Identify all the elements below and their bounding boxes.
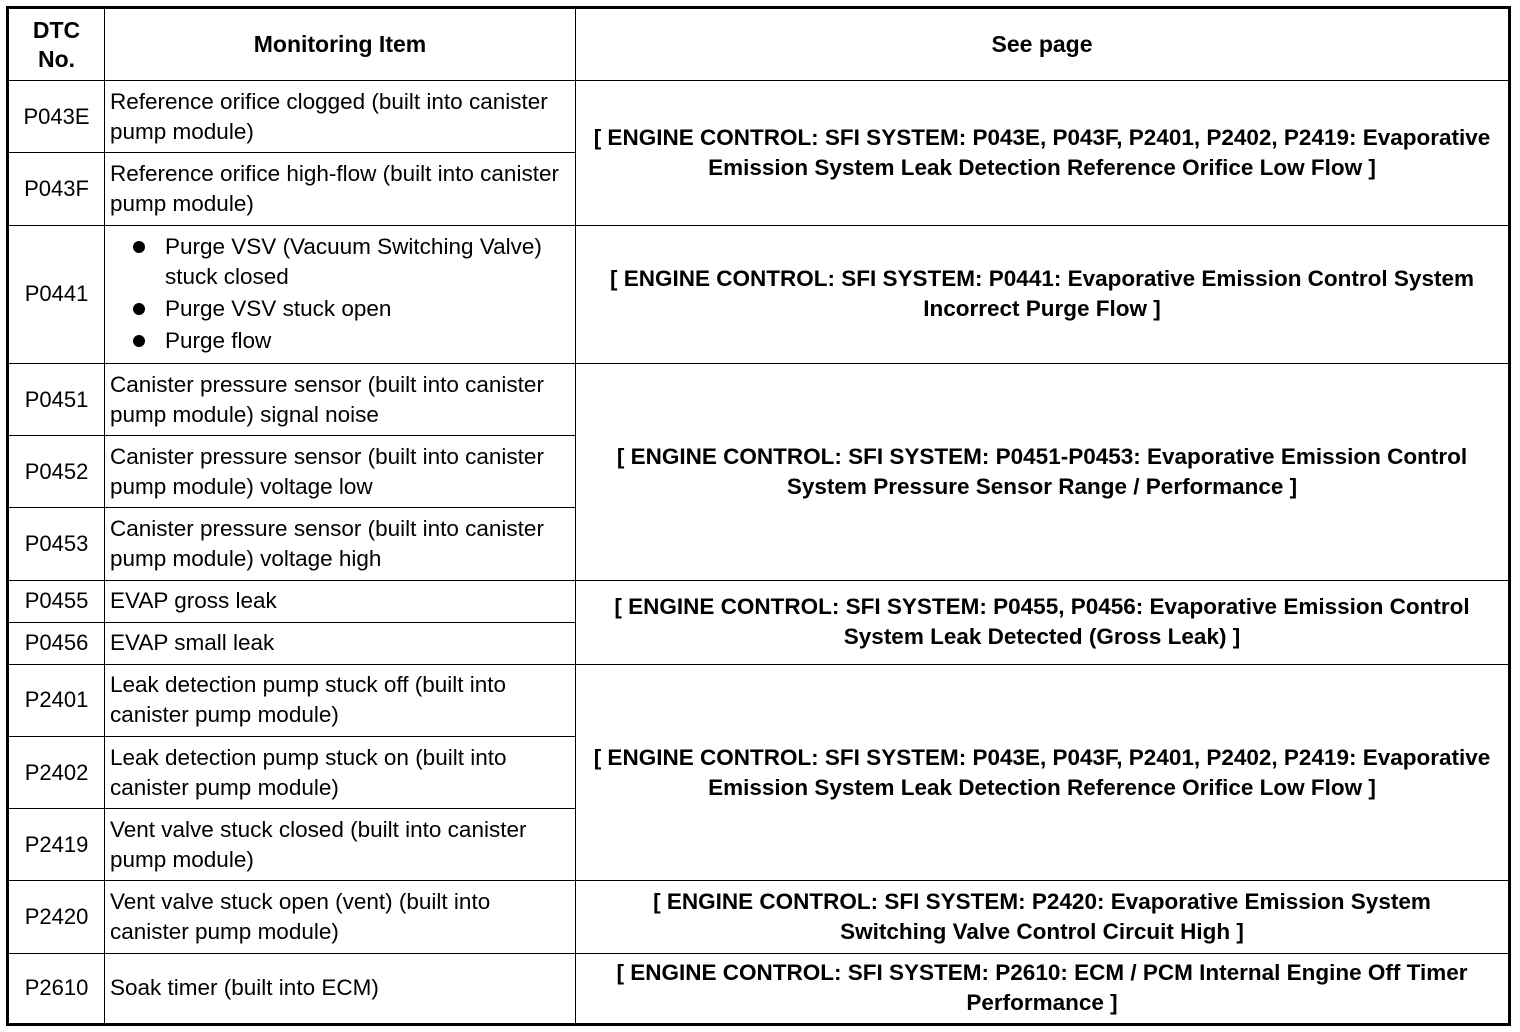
list-item [128,294,571,324]
monitoring-item: Leak detection pump stuck off (built into canister pump module) [105,664,576,736]
list-item-text: Purge VSV stuck open [165,296,392,322]
header-dtc-no: DTC No. [8,8,105,81]
dtc-table [6,6,1511,1026]
header-row [8,8,1510,81]
see-page-link: [ ENGINE CONTROL: SFI SYSTEM: P0455, P0456: Evaporative Emission Control System Leak Detected (Gross Leak) ] [576,580,1510,664]
dtc-code: P2402 [8,737,105,809]
monitoring-item: EVAP small leak [105,622,576,664]
monitoring-item: Canister pressure sensor (built into canister pump module) signal noise [105,364,576,436]
list-item [128,326,571,356]
table-row [8,664,1510,736]
dtc-code: P2420 [8,881,105,953]
dtc-code: P0456 [8,622,105,664]
see-page-link: [ ENGINE CONTROL: SFI SYSTEM: P2420: Evaporative Emission System Switching Valve Control Circuit High ] [576,881,1510,953]
see-page-link: [ ENGINE CONTROL: SFI SYSTEM: P0451-P0453: Evaporative Emission Control System Pressure Sensor Range / Performance ] [576,364,1510,581]
monitoring-item: EVAP gross leak [105,580,576,622]
monitoring-item: Soak timer (built into ECM) [105,953,576,1024]
dtc-code: P043E [8,81,105,153]
table-row [8,881,1510,953]
dtc-code: P0453 [8,508,105,580]
list-item [128,232,571,292]
bullet-icon [133,303,145,315]
header-monitoring-item: Monitoring Item [105,8,576,81]
header-see-page: See page [576,8,1510,81]
see-page-link: [ ENGINE CONTROL: SFI SYSTEM: P043E, P043F, P2401, P2402, P2419: Evaporative Emission System Leak Detection Reference Orifice Low Flow ] [576,664,1510,881]
list-item-text: Purge flow [165,328,272,354]
monitoring-item: Reference orifice clogged (built into canister pump module) [105,81,576,153]
monitoring-item: Vent valve stuck closed (built into canister pump module) [105,809,576,881]
dtc-code: P0452 [8,436,105,508]
monitoring-item: Vent valve stuck open (vent) (built into canister pump module) [105,881,576,953]
table-row [8,364,1510,436]
bullet-list [110,232,571,356]
table-row [8,81,1510,153]
bullet-icon [133,335,145,347]
see-page-link: [ ENGINE CONTROL: SFI SYSTEM: P0441: Evaporative Emission Control System Incorrect Purge Flow ] [576,225,1510,363]
see-page-link: [ ENGINE CONTROL: SFI SYSTEM: P043E, P043F, P2401, P2402, P2419: Evaporative Emission System Leak Detection Reference Orifice Low Flow ] [576,81,1510,225]
dtc-code: P043F [8,153,105,225]
table-row [8,225,1510,363]
see-page-link: [ ENGINE CONTROL: SFI SYSTEM: P2610: ECM / PCM Internal Engine Off Timer Performance ] [576,953,1510,1024]
dtc-code: P0441 [8,225,105,363]
bullet-icon [133,241,145,253]
dtc-code: P0451 [8,364,105,436]
dtc-code: P2610 [8,953,105,1024]
monitoring-item: Canister pressure sensor (built into canister pump module) voltage high [105,508,576,580]
table-row [8,580,1510,622]
monitoring-item: Leak detection pump stuck on (built into canister pump module) [105,737,576,809]
monitoring-item: Canister pressure sensor (built into canister pump module) voltage low [105,436,576,508]
list-item-text: Purge VSV (Vacuum Switching Valve) stuck closed [165,234,542,290]
table-row [8,953,1510,1024]
dtc-code: P2419 [8,809,105,881]
monitoring-item-list [105,225,576,363]
monitoring-item: Reference orifice high-flow (built into canister pump module) [105,153,576,225]
dtc-code: P2401 [8,664,105,736]
dtc-code: P0455 [8,580,105,622]
